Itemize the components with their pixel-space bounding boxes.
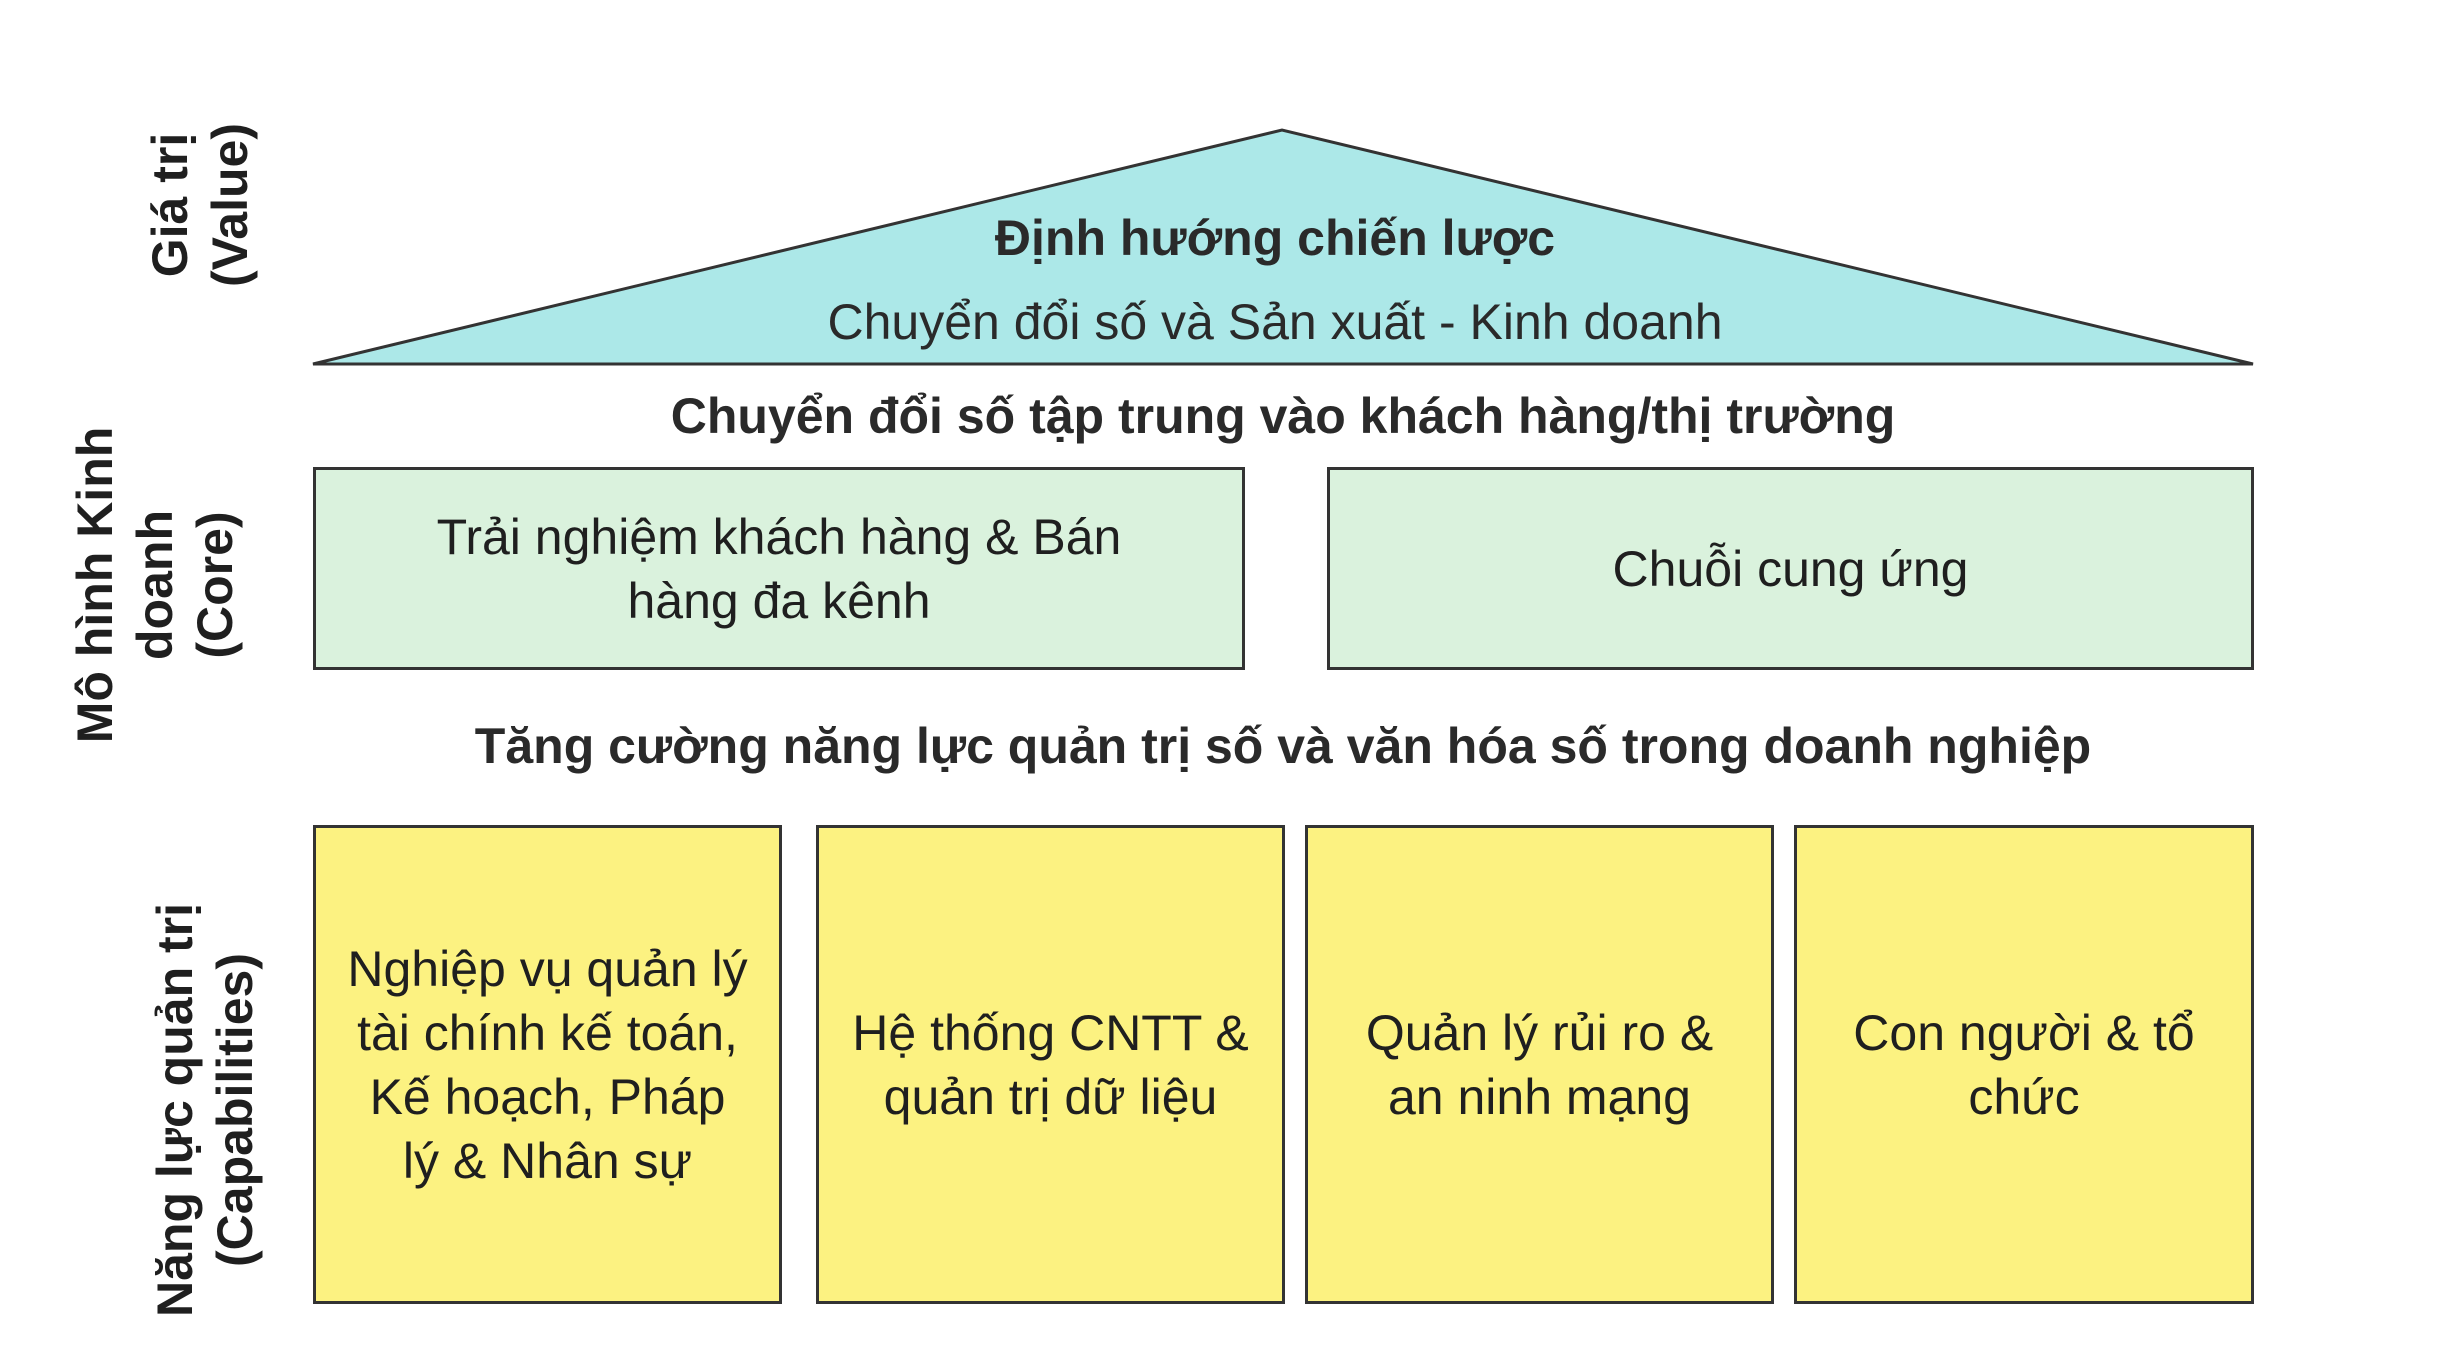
side-label-value: Giá trị (Value) bbox=[142, 123, 258, 287]
capability-box-people-organization: Con người & tổ chức bbox=[1794, 825, 2254, 1304]
capability-box-it-data: Hệ thống CNTT & quản trị dữ liệu bbox=[816, 825, 1285, 1304]
side-label-core: Mô hình Kinh doanh (Core) bbox=[67, 426, 243, 744]
core-box-customer-experience: Trải nghiệm khách hàng & Bán hàng đa kênh bbox=[313, 467, 1245, 670]
roof-title: Định hướng chiến lược bbox=[994, 210, 1556, 266]
roof-subtitle: Chuyển đổi số và Sản xuất - Kinh doanh bbox=[827, 294, 1723, 350]
band-digital-culture: Tăng cường năng lực quản trị số và văn hóa số trong doanh nghiệp bbox=[474, 718, 2092, 774]
band-customer-focus: Chuyển đổi số tập trung vào khách hàng/thị trường bbox=[670, 388, 1896, 444]
side-label-capabilities: Năng lực quản trị (Capabilities) bbox=[147, 902, 263, 1318]
capability-box-finance-legal-hr: Nghiệp vụ quản lý tài chính kế toán, Kế hoạch, Pháp lý & Nhân sự bbox=[313, 825, 782, 1304]
core-box-supply-chain: Chuỗi cung ứng bbox=[1327, 467, 2254, 670]
capability-box-risk-security: Quản lý rủi ro & an ninh mạng bbox=[1305, 825, 1774, 1304]
